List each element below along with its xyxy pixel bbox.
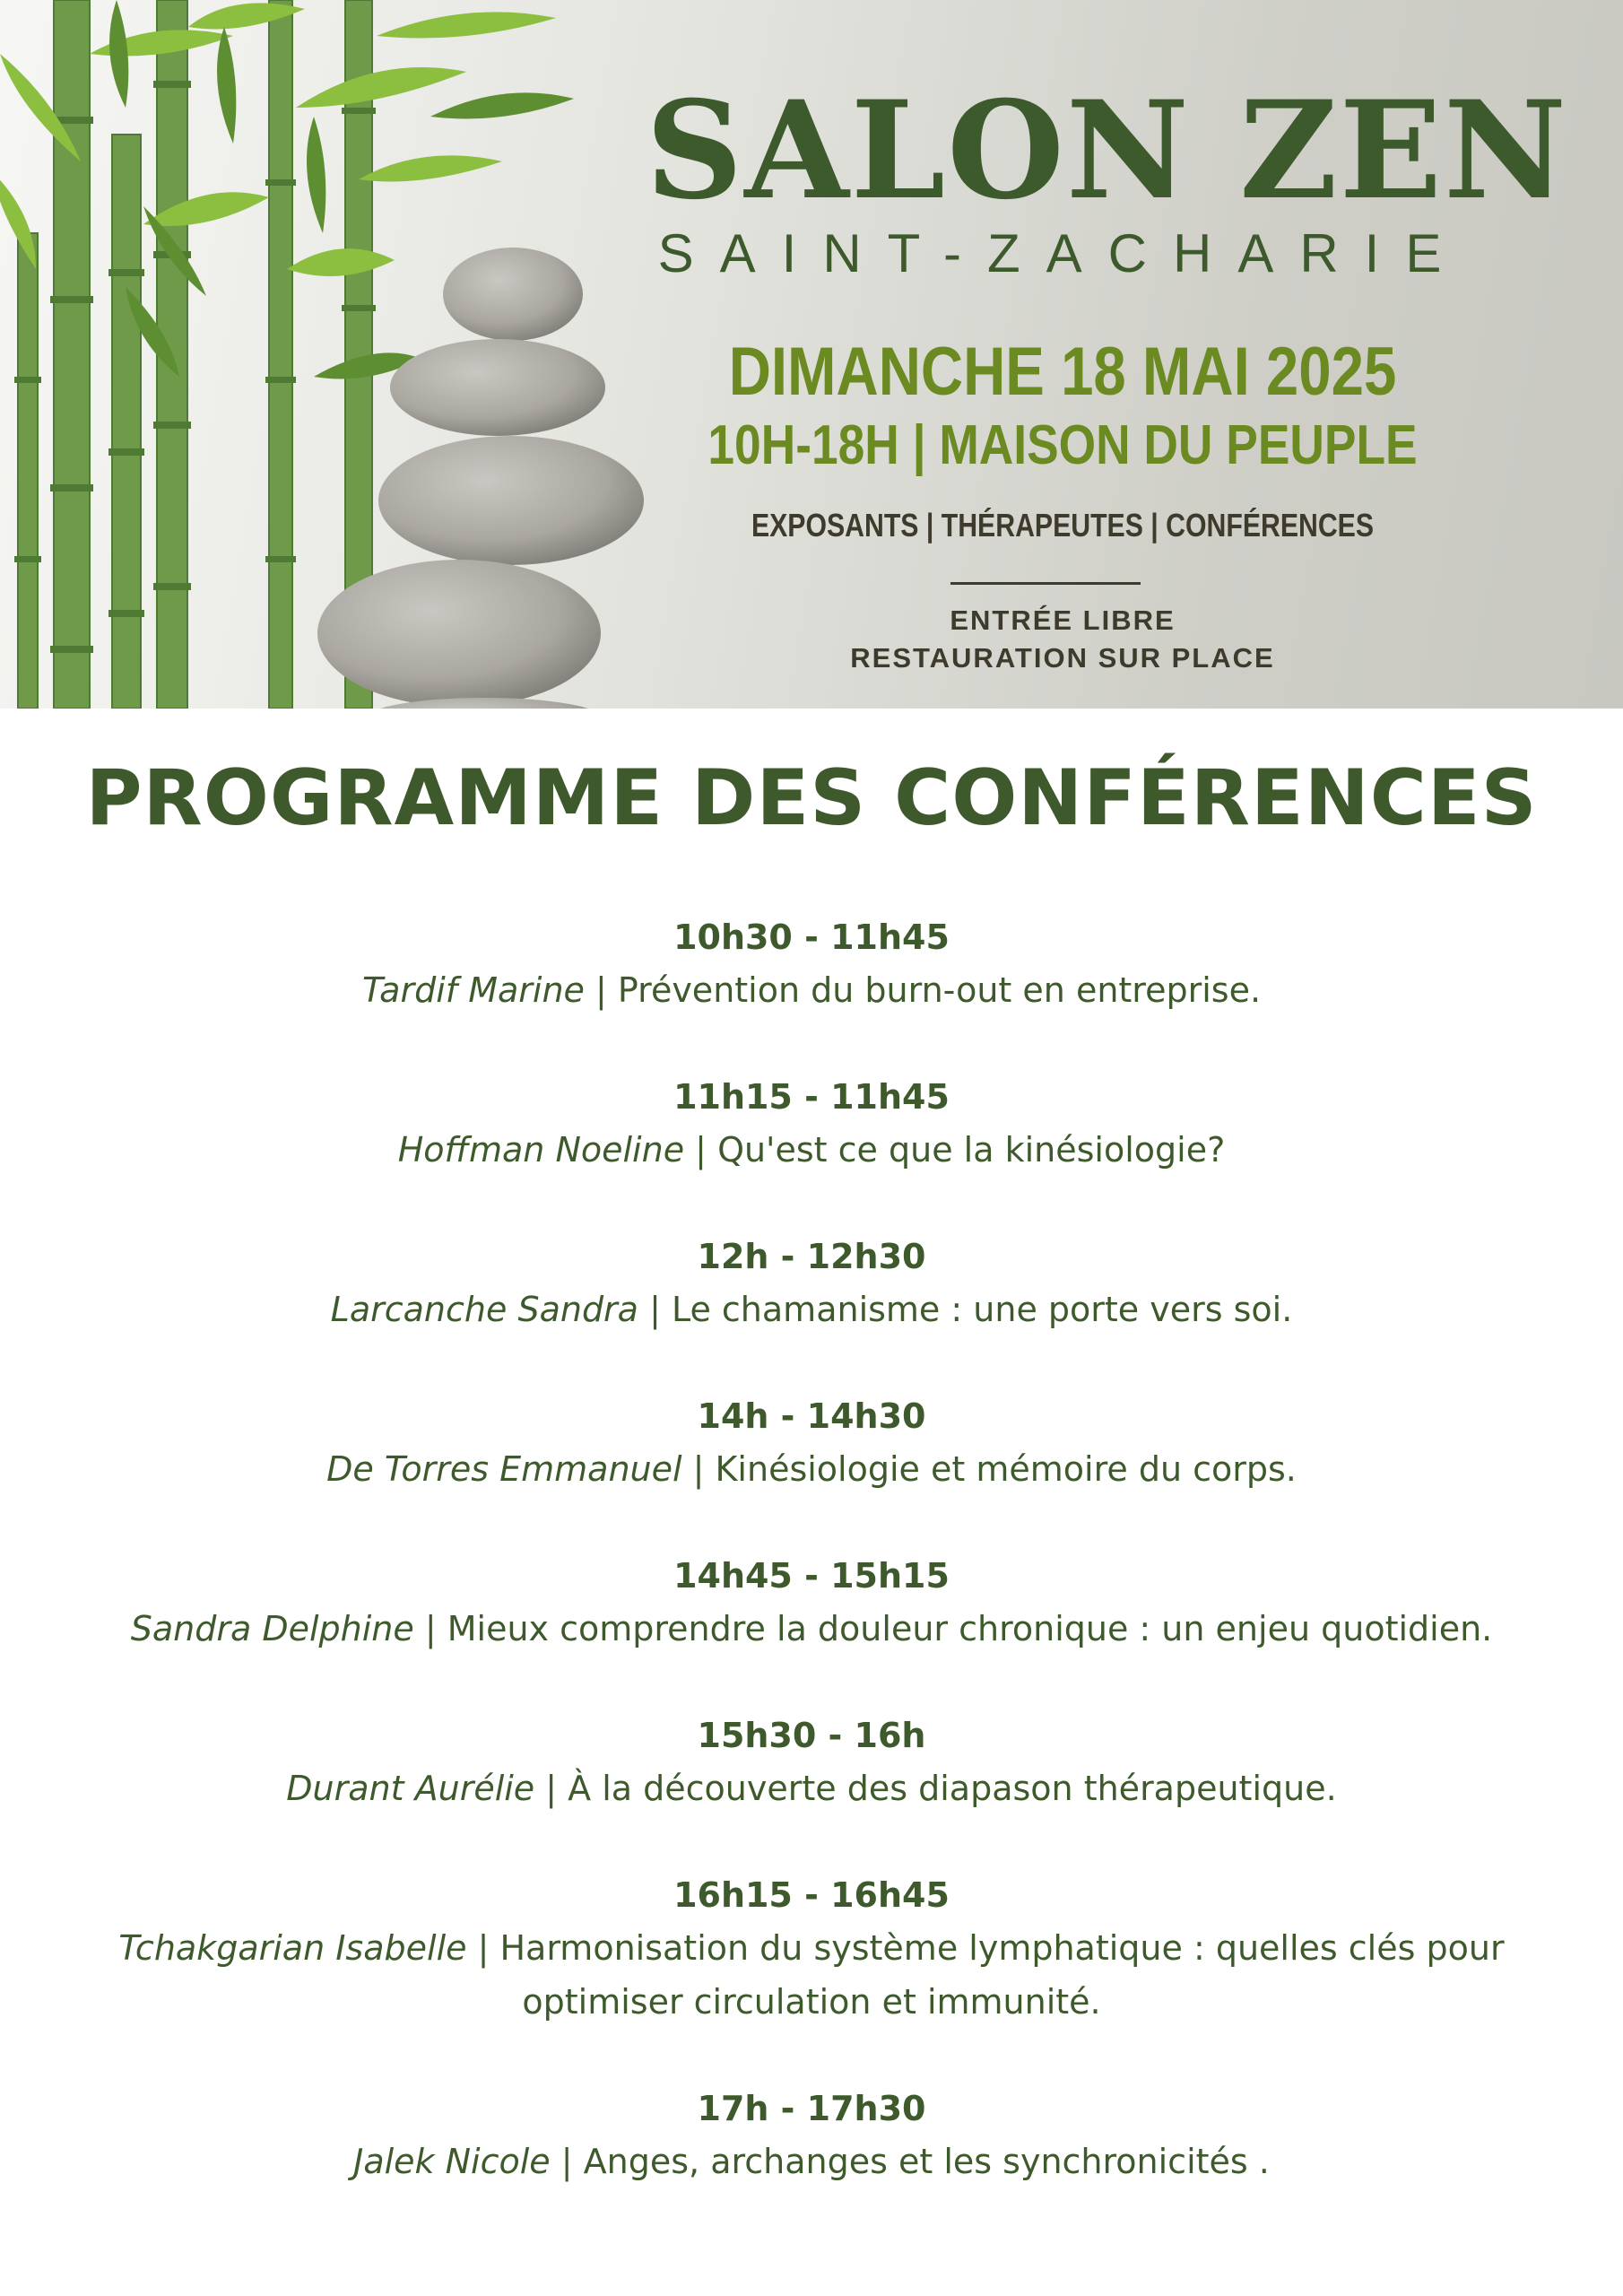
talk-topic: Le chamanisme : une porte vers soi. — [671, 1290, 1293, 1329]
talk-description — [49, 1761, 1574, 1815]
talk-description — [49, 1123, 1574, 1177]
talk-time: 16h15 - 16h45 — [673, 1875, 950, 1915]
talk-speaker: Jalek Nicole — [353, 2142, 551, 2181]
talk-time: 14h45 - 15h15 — [673, 1556, 950, 1596]
talk-separator: | — [466, 1928, 500, 1968]
talk-speaker: Hoffman Noeline — [397, 1130, 685, 1170]
talk-speaker: De Torres Emmanuel — [326, 1449, 682, 1489]
talk-topic: Anges, archanges et les synchronicités . — [583, 2142, 1270, 2181]
food-info: RESTAURATION SUR PLACE — [850, 642, 1275, 674]
schedule-item — [0, 1234, 1623, 1336]
talk-time: 14h - 14h30 — [697, 1396, 926, 1436]
talk-separator: | — [684, 1130, 718, 1170]
talk-topic: Qu'est ce que la kinésiologie? — [717, 1130, 1226, 1170]
talk-topic: Harmonisation du système lymphatique : quelles clés pour optimiser circulation et immunité. — [499, 1928, 1505, 2022]
event-location: SAINT-ZACHARIE — [657, 223, 1468, 283]
talk-description — [49, 963, 1574, 1017]
talk-speaker: Durant Aurélie — [286, 1769, 535, 1808]
bamboo-stones-illustration — [0, 0, 717, 709]
schedule-item — [0, 915, 1623, 1017]
talk-topic: À la découverte des diapason thérapeutique. — [568, 1769, 1337, 1808]
schedule-item — [0, 1873, 1623, 2029]
talk-topic: Kinésiologie et mémoire du corps. — [715, 1449, 1297, 1489]
talk-separator: | — [550, 2142, 584, 2181]
entry-info: ENTRÉE LIBRE — [950, 604, 1176, 636]
schedule-item — [0, 2086, 1623, 2188]
program-title: PROGRAMME DES CONFÉRENCES — [85, 753, 1538, 843]
event-date: DIMANCHE 18 MAI 2025 — [728, 334, 1397, 410]
talk-speaker: Larcanche Sandra — [330, 1290, 638, 1329]
header-banner — [0, 0, 1623, 709]
talk-time: 10h30 - 11h45 — [673, 918, 950, 957]
talk-topic: Mieux comprendre la douleur chronique : un enjeu quotidien. — [447, 1609, 1493, 1648]
talk-description — [49, 1602, 1574, 1656]
talk-topic: Prévention du burn-out en entreprise. — [617, 970, 1262, 1010]
divider — [950, 582, 1141, 585]
talk-separator: | — [638, 1290, 672, 1329]
talk-time: 17h - 17h30 — [697, 2089, 926, 2128]
schedule-item — [0, 1713, 1623, 1815]
talk-separator: | — [413, 1609, 447, 1648]
talk-time: 11h15 - 11h45 — [673, 1077, 950, 1117]
event-hours-venue: 10H-18H | MAISON DU PEUPLE — [707, 414, 1418, 476]
schedule-item — [0, 1074, 1623, 1177]
schedule-item — [0, 1394, 1623, 1496]
talk-separator: | — [534, 1769, 568, 1808]
talk-separator: | — [584, 970, 618, 1010]
talk-description — [49, 1283, 1574, 1336]
schedule-item — [0, 1553, 1623, 1656]
event-title: SALON ZEN — [646, 72, 1569, 230]
talk-description — [49, 1442, 1574, 1496]
talk-description — [49, 2135, 1574, 2188]
talk-speaker: Tchakgarian Isabelle — [118, 1928, 467, 1968]
talk-separator: | — [681, 1449, 716, 1489]
talk-time: 12h - 12h30 — [697, 1237, 926, 1276]
talk-speaker: Tardif Marine — [361, 970, 585, 1010]
event-categories: EXPOSANTS | THÉRAPEUTES | CONFÉRENCES — [751, 507, 1375, 544]
talk-time: 15h30 - 16h — [697, 1716, 926, 1755]
talk-description — [49, 1921, 1574, 2029]
talk-speaker: Sandra Delphine — [130, 1609, 414, 1648]
